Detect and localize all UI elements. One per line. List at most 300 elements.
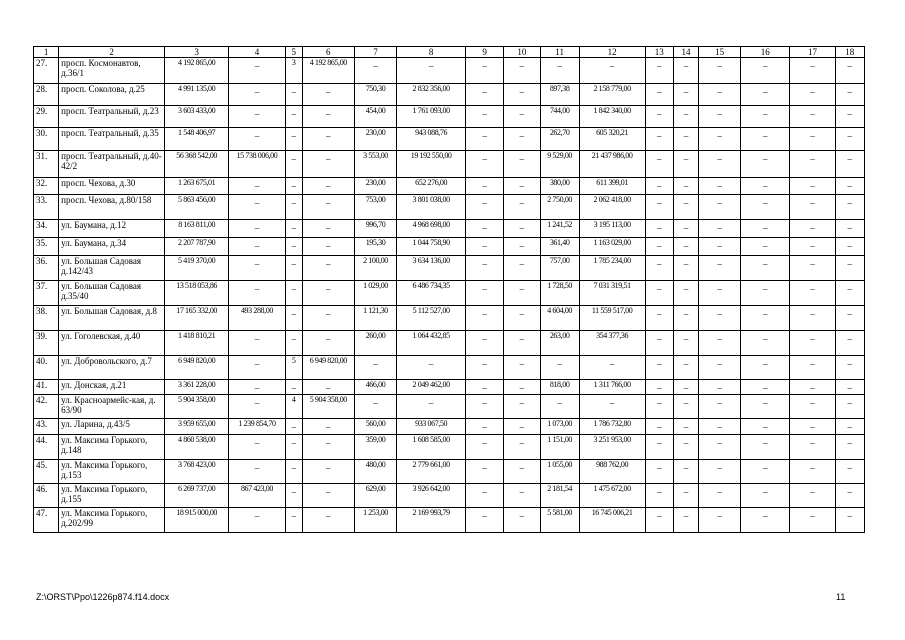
address-cell: ул. Добровольского, д.7 bbox=[59, 356, 165, 380]
value-cell: 18 915 000,00 bbox=[165, 508, 229, 533]
table-row bbox=[34, 195, 865, 220]
empty-cell: _ bbox=[229, 380, 286, 395]
empty-cell: _ bbox=[699, 395, 741, 419]
empty-cell: _ bbox=[504, 220, 541, 238]
address-cell: ул. Ларина, д.43/5 bbox=[59, 419, 165, 435]
empty-cell: _ bbox=[741, 306, 790, 331]
empty-cell: _ bbox=[699, 435, 741, 460]
empty-cell: _ bbox=[229, 256, 286, 281]
empty-cell: _ bbox=[229, 195, 286, 220]
row-number: 46. bbox=[34, 484, 59, 508]
empty-cell: _ bbox=[645, 151, 673, 178]
empty-cell: _ bbox=[835, 508, 864, 533]
table-row bbox=[34, 395, 865, 419]
empty-cell: _ bbox=[835, 395, 864, 419]
value-cell: 380,00 bbox=[540, 178, 579, 195]
header-cell: 13 bbox=[645, 47, 673, 58]
row-number: 30. bbox=[34, 128, 59, 151]
empty-cell: _ bbox=[790, 128, 835, 151]
table-row bbox=[34, 484, 865, 508]
address-cell: ул. Гоголевская, д.40 bbox=[59, 331, 165, 356]
empty-cell: _ bbox=[285, 435, 302, 460]
empty-cell: _ bbox=[673, 178, 698, 195]
empty-cell: _ bbox=[835, 356, 864, 380]
value-cell: 1 842 340,00 bbox=[579, 106, 645, 128]
empty-cell: _ bbox=[504, 395, 541, 419]
empty-cell: _ bbox=[645, 238, 673, 256]
address-cell: просп. Театральный, д.23 bbox=[59, 106, 165, 128]
address-cell: ул. Большая Садовая д.142/43 bbox=[59, 256, 165, 281]
empty-cell: _ bbox=[466, 331, 504, 356]
value-cell: 2 062 418,00 bbox=[579, 195, 645, 220]
empty-cell: _ bbox=[466, 106, 504, 128]
empty-cell: _ bbox=[229, 58, 286, 84]
empty-cell: _ bbox=[229, 435, 286, 460]
value-cell: 454,00 bbox=[355, 106, 397, 128]
empty-cell: _ bbox=[673, 419, 698, 435]
data-table bbox=[33, 46, 865, 533]
value-cell: 263,00 bbox=[540, 331, 579, 356]
empty-cell: _ bbox=[741, 238, 790, 256]
value-cell: 3 603 433,00 bbox=[165, 106, 229, 128]
value-cell: 4 860 538,00 bbox=[165, 435, 229, 460]
row-number: 33. bbox=[34, 195, 59, 220]
header-cell: 2 bbox=[59, 47, 165, 58]
header-cell: 1 bbox=[34, 47, 59, 58]
empty-cell: _ bbox=[466, 128, 504, 151]
value-cell: 3 959 655,00 bbox=[165, 419, 229, 435]
value-cell: 1 311 766,00 bbox=[579, 380, 645, 395]
empty-cell: _ bbox=[741, 128, 790, 151]
empty-cell: _ bbox=[285, 484, 302, 508]
row-number: 45. bbox=[34, 460, 59, 484]
empty-cell: _ bbox=[741, 195, 790, 220]
empty-cell: _ bbox=[285, 238, 302, 256]
empty-cell: _ bbox=[466, 58, 504, 84]
empty-cell: _ bbox=[699, 306, 741, 331]
table-row bbox=[34, 435, 865, 460]
value-cell: 5 bbox=[285, 356, 302, 380]
empty-cell: _ bbox=[504, 256, 541, 281]
empty-cell: _ bbox=[673, 195, 698, 220]
value-cell: 1 418 810,21 bbox=[165, 331, 229, 356]
empty-cell: _ bbox=[302, 151, 354, 178]
empty-cell: _ bbox=[645, 306, 673, 331]
empty-cell: _ bbox=[645, 419, 673, 435]
header-cell: 17 bbox=[790, 47, 835, 58]
empty-cell: _ bbox=[835, 306, 864, 331]
empty-cell: _ bbox=[741, 435, 790, 460]
empty-cell: _ bbox=[835, 484, 864, 508]
empty-cell: _ bbox=[302, 281, 354, 306]
empty-cell: _ bbox=[229, 128, 286, 151]
address-cell: просп. Соколова, д.25 bbox=[59, 84, 165, 106]
value-cell: 943 088,76 bbox=[397, 128, 466, 151]
row-number: 39. bbox=[34, 331, 59, 356]
value-cell: 230,00 bbox=[355, 128, 397, 151]
empty-cell: _ bbox=[645, 220, 673, 238]
address-cell: ул. Красноармейс-кая, д. 63/90 bbox=[59, 395, 165, 419]
empty-cell: _ bbox=[645, 178, 673, 195]
empty-cell: _ bbox=[302, 331, 354, 356]
value-cell: 818,00 bbox=[540, 380, 579, 395]
empty-cell: _ bbox=[741, 419, 790, 435]
table-row bbox=[34, 419, 865, 435]
address-cell: просп. Театральный, д.40-42/2 bbox=[59, 151, 165, 178]
row-number: 36. bbox=[34, 256, 59, 281]
value-cell: 2 169 993,79 bbox=[397, 508, 466, 533]
address-cell: просп. Чехова, д.30 bbox=[59, 178, 165, 195]
empty-cell: _ bbox=[504, 106, 541, 128]
table-row bbox=[34, 460, 865, 484]
empty-cell: _ bbox=[285, 331, 302, 356]
value-cell: 611 399,01 bbox=[579, 178, 645, 195]
empty-cell: _ bbox=[645, 331, 673, 356]
value-cell: 652 276,00 bbox=[397, 178, 466, 195]
table-row bbox=[34, 106, 865, 128]
table-row bbox=[34, 281, 865, 306]
row-number: 38. bbox=[34, 306, 59, 331]
empty-cell: _ bbox=[466, 484, 504, 508]
value-cell: 361,40 bbox=[540, 238, 579, 256]
empty-cell: _ bbox=[645, 281, 673, 306]
page-number: 11 bbox=[836, 592, 846, 602]
value-cell: 1 055,00 bbox=[540, 460, 579, 484]
value-cell: 3 251 953,00 bbox=[579, 435, 645, 460]
value-cell: 6 486 734,35 bbox=[397, 281, 466, 306]
empty-cell: _ bbox=[699, 356, 741, 380]
value-cell: 16 745 006,21 bbox=[579, 508, 645, 533]
empty-cell: _ bbox=[504, 435, 541, 460]
value-cell: 988 762,00 bbox=[579, 460, 645, 484]
empty-cell: _ bbox=[835, 256, 864, 281]
empty-cell: _ bbox=[673, 435, 698, 460]
empty-cell: _ bbox=[673, 356, 698, 380]
empty-cell: _ bbox=[699, 419, 741, 435]
empty-cell: _ bbox=[466, 419, 504, 435]
empty-cell: _ bbox=[673, 220, 698, 238]
empty-cell: _ bbox=[229, 220, 286, 238]
table-row bbox=[34, 380, 865, 395]
empty-cell: _ bbox=[302, 220, 354, 238]
empty-cell: _ bbox=[302, 460, 354, 484]
row-number: 34. bbox=[34, 220, 59, 238]
value-cell: 750,30 bbox=[355, 84, 397, 106]
table-row bbox=[34, 151, 865, 178]
empty-cell: _ bbox=[285, 460, 302, 484]
empty-cell: _ bbox=[466, 435, 504, 460]
value-cell: 744,00 bbox=[540, 106, 579, 128]
value-cell: 1 151,00 bbox=[540, 435, 579, 460]
value-cell: 2 750,00 bbox=[540, 195, 579, 220]
empty-cell: _ bbox=[835, 460, 864, 484]
empty-cell: _ bbox=[645, 460, 673, 484]
empty-cell: _ bbox=[699, 256, 741, 281]
empty-cell: _ bbox=[699, 331, 741, 356]
value-cell: 3 801 038,00 bbox=[397, 195, 466, 220]
header-cell: 10 bbox=[504, 47, 541, 58]
empty-cell: _ bbox=[741, 178, 790, 195]
value-cell: 3 553,00 bbox=[355, 151, 397, 178]
empty-cell: _ bbox=[397, 395, 466, 419]
empty-cell: _ bbox=[466, 84, 504, 106]
value-cell: 6 949 820,00 bbox=[302, 356, 354, 380]
empty-cell: _ bbox=[645, 84, 673, 106]
empty-cell: _ bbox=[466, 178, 504, 195]
empty-cell: _ bbox=[645, 195, 673, 220]
value-cell: 5 863 456,00 bbox=[165, 195, 229, 220]
row-number: 44. bbox=[34, 435, 59, 460]
empty-cell: _ bbox=[790, 331, 835, 356]
empty-cell: _ bbox=[466, 238, 504, 256]
empty-cell: _ bbox=[285, 380, 302, 395]
empty-cell: _ bbox=[790, 508, 835, 533]
row-number: 31. bbox=[34, 151, 59, 178]
empty-cell: _ bbox=[540, 58, 579, 84]
table-row bbox=[34, 306, 865, 331]
value-cell: 933 067,50 bbox=[397, 419, 466, 435]
empty-cell: _ bbox=[741, 356, 790, 380]
empty-cell: _ bbox=[741, 484, 790, 508]
empty-cell: _ bbox=[699, 484, 741, 508]
value-cell: 1 253,00 bbox=[355, 508, 397, 533]
value-cell: 757,00 bbox=[540, 256, 579, 281]
empty-cell: _ bbox=[673, 84, 698, 106]
empty-cell: _ bbox=[699, 195, 741, 220]
address-cell: просп. Чехова, д.80/158 bbox=[59, 195, 165, 220]
empty-cell: _ bbox=[645, 106, 673, 128]
empty-cell: _ bbox=[504, 419, 541, 435]
value-cell: 5 419 370,00 bbox=[165, 256, 229, 281]
value-cell: 1 163 029,00 bbox=[579, 238, 645, 256]
empty-cell: _ bbox=[466, 380, 504, 395]
value-cell: 4 192 865,00 bbox=[302, 58, 354, 84]
row-number: 35. bbox=[34, 238, 59, 256]
table-row bbox=[34, 178, 865, 195]
row-number: 43. bbox=[34, 419, 59, 435]
empty-cell: _ bbox=[285, 106, 302, 128]
empty-cell: _ bbox=[790, 84, 835, 106]
empty-cell: _ bbox=[285, 151, 302, 178]
empty-cell: _ bbox=[835, 220, 864, 238]
empty-cell: _ bbox=[504, 484, 541, 508]
value-cell: 1 263 675,01 bbox=[165, 178, 229, 195]
empty-cell: _ bbox=[229, 84, 286, 106]
empty-cell: _ bbox=[741, 84, 790, 106]
empty-cell: _ bbox=[699, 238, 741, 256]
footer-file-path: Z:\ORST\Ppo\1226p874.f14.docx bbox=[36, 592, 170, 602]
empty-cell: _ bbox=[355, 58, 397, 84]
header-cell: 5 bbox=[285, 47, 302, 58]
empty-cell: _ bbox=[673, 128, 698, 151]
empty-cell: _ bbox=[466, 460, 504, 484]
empty-cell: _ bbox=[229, 106, 286, 128]
empty-cell: _ bbox=[355, 356, 397, 380]
value-cell: 867 423,00 bbox=[229, 484, 286, 508]
empty-cell: _ bbox=[302, 419, 354, 435]
empty-cell: _ bbox=[397, 58, 466, 84]
value-cell: 262,70 bbox=[540, 128, 579, 151]
empty-cell: _ bbox=[790, 195, 835, 220]
empty-cell: _ bbox=[504, 460, 541, 484]
value-cell: 2 832 356,00 bbox=[397, 84, 466, 106]
empty-cell: _ bbox=[790, 484, 835, 508]
empty-cell: _ bbox=[790, 58, 835, 84]
empty-cell: _ bbox=[645, 380, 673, 395]
header-cell: 7 bbox=[355, 47, 397, 58]
empty-cell: _ bbox=[699, 106, 741, 128]
empty-cell: _ bbox=[285, 220, 302, 238]
value-cell: 493 288,00 bbox=[229, 306, 286, 331]
value-cell: 2 158 779,00 bbox=[579, 84, 645, 106]
value-cell: 560,00 bbox=[355, 419, 397, 435]
value-cell: 13 518 053,86 bbox=[165, 281, 229, 306]
empty-cell: _ bbox=[466, 220, 504, 238]
empty-cell: _ bbox=[835, 106, 864, 128]
empty-cell: _ bbox=[285, 128, 302, 151]
empty-cell: _ bbox=[504, 356, 541, 380]
row-number: 40. bbox=[34, 356, 59, 380]
empty-cell: _ bbox=[699, 380, 741, 395]
empty-cell: _ bbox=[229, 460, 286, 484]
empty-cell: _ bbox=[466, 306, 504, 331]
empty-cell: _ bbox=[790, 151, 835, 178]
empty-cell: _ bbox=[645, 356, 673, 380]
empty-cell: _ bbox=[673, 151, 698, 178]
empty-cell: _ bbox=[645, 484, 673, 508]
value-cell: 2 049 462,00 bbox=[397, 380, 466, 395]
table-row bbox=[34, 256, 865, 281]
empty-cell: _ bbox=[397, 356, 466, 380]
empty-cell: _ bbox=[285, 178, 302, 195]
table-body bbox=[34, 47, 865, 533]
empty-cell: _ bbox=[835, 178, 864, 195]
empty-cell: _ bbox=[645, 508, 673, 533]
empty-cell: _ bbox=[741, 508, 790, 533]
empty-cell: _ bbox=[699, 128, 741, 151]
empty-cell: _ bbox=[466, 256, 504, 281]
empty-cell: _ bbox=[302, 306, 354, 331]
empty-cell: _ bbox=[540, 395, 579, 419]
empty-cell: _ bbox=[835, 380, 864, 395]
empty-cell: _ bbox=[466, 151, 504, 178]
empty-cell: _ bbox=[673, 238, 698, 256]
empty-cell: _ bbox=[229, 508, 286, 533]
value-cell: 480,00 bbox=[355, 460, 397, 484]
value-cell: 1 786 732,80 bbox=[579, 419, 645, 435]
value-cell: 897,38 bbox=[540, 84, 579, 106]
empty-cell: _ bbox=[835, 84, 864, 106]
value-cell: 5 904 358,00 bbox=[302, 395, 354, 419]
value-cell: 230,00 bbox=[355, 178, 397, 195]
empty-cell: _ bbox=[790, 178, 835, 195]
header-cell: 14 bbox=[673, 47, 698, 58]
empty-cell: _ bbox=[699, 84, 741, 106]
table-row bbox=[34, 508, 865, 533]
empty-cell: _ bbox=[835, 58, 864, 84]
value-cell: 466,00 bbox=[355, 380, 397, 395]
value-cell: 2 779 661,00 bbox=[397, 460, 466, 484]
header-cell: 4 bbox=[229, 47, 286, 58]
empty-cell: _ bbox=[229, 238, 286, 256]
empty-cell: _ bbox=[790, 356, 835, 380]
empty-cell: _ bbox=[790, 460, 835, 484]
empty-cell: _ bbox=[790, 106, 835, 128]
empty-cell: _ bbox=[302, 256, 354, 281]
empty-cell: _ bbox=[673, 58, 698, 84]
value-cell: 4 604,00 bbox=[540, 306, 579, 331]
empty-cell: _ bbox=[741, 331, 790, 356]
value-cell: 1 239 854,70 bbox=[229, 419, 286, 435]
empty-cell: _ bbox=[302, 435, 354, 460]
value-cell: 1 044 758,90 bbox=[397, 238, 466, 256]
value-cell: 605 320,21 bbox=[579, 128, 645, 151]
header-cell: 12 bbox=[579, 47, 645, 58]
value-cell: 5 581,00 bbox=[540, 508, 579, 533]
value-cell: 1 064 432,85 bbox=[397, 331, 466, 356]
value-cell: 260,00 bbox=[355, 331, 397, 356]
empty-cell: _ bbox=[302, 178, 354, 195]
empty-cell: _ bbox=[302, 84, 354, 106]
value-cell: 17 165 332,00 bbox=[165, 306, 229, 331]
row-number: 28. bbox=[34, 84, 59, 106]
table-row bbox=[34, 220, 865, 238]
empty-cell: _ bbox=[673, 331, 698, 356]
value-cell: 3 bbox=[285, 58, 302, 84]
value-cell: 1 029,00 bbox=[355, 281, 397, 306]
empty-cell: _ bbox=[835, 238, 864, 256]
row-number: 37. bbox=[34, 281, 59, 306]
empty-cell: _ bbox=[673, 106, 698, 128]
value-cell: 195,30 bbox=[355, 238, 397, 256]
value-cell: 1 608 585,00 bbox=[397, 435, 466, 460]
address-cell: ул. Максима Горького, д.153 bbox=[59, 460, 165, 484]
empty-cell: _ bbox=[835, 151, 864, 178]
empty-cell: _ bbox=[466, 281, 504, 306]
empty-cell: _ bbox=[741, 106, 790, 128]
header-cell: 18 bbox=[835, 47, 864, 58]
table-row bbox=[34, 356, 865, 380]
value-cell: 3 634 136,00 bbox=[397, 256, 466, 281]
empty-cell: _ bbox=[579, 58, 645, 84]
address-cell: ул. Донская, д.21 bbox=[59, 380, 165, 395]
empty-cell: _ bbox=[835, 281, 864, 306]
value-cell: 8 163 811,00 bbox=[165, 220, 229, 238]
table-row bbox=[34, 84, 865, 106]
value-cell: 1 241,52 bbox=[540, 220, 579, 238]
value-cell: 1 548 406,97 bbox=[165, 128, 229, 151]
value-cell: 11 559 517,00 bbox=[579, 306, 645, 331]
value-cell: 4 bbox=[285, 395, 302, 419]
empty-cell: _ bbox=[285, 256, 302, 281]
empty-cell: _ bbox=[504, 84, 541, 106]
address-cell: ул. Максима Горького, д.155 bbox=[59, 484, 165, 508]
empty-cell: _ bbox=[355, 395, 397, 419]
row-number: 29. bbox=[34, 106, 59, 128]
empty-cell: _ bbox=[790, 419, 835, 435]
row-number: 42. bbox=[34, 395, 59, 419]
empty-cell: _ bbox=[285, 508, 302, 533]
value-cell: 1 121,30 bbox=[355, 306, 397, 331]
value-cell: 1 761 093,00 bbox=[397, 106, 466, 128]
value-cell: 354 377,36 bbox=[579, 331, 645, 356]
address-cell: ул. Максима Горького, д.148 bbox=[59, 435, 165, 460]
address-cell: просп. Космонавтов, д.36/1 bbox=[59, 58, 165, 84]
value-cell: 21 437 986,00 bbox=[579, 151, 645, 178]
header-cell: 3 bbox=[165, 47, 229, 58]
value-cell: 1 785 234,00 bbox=[579, 256, 645, 281]
empty-cell: _ bbox=[790, 380, 835, 395]
